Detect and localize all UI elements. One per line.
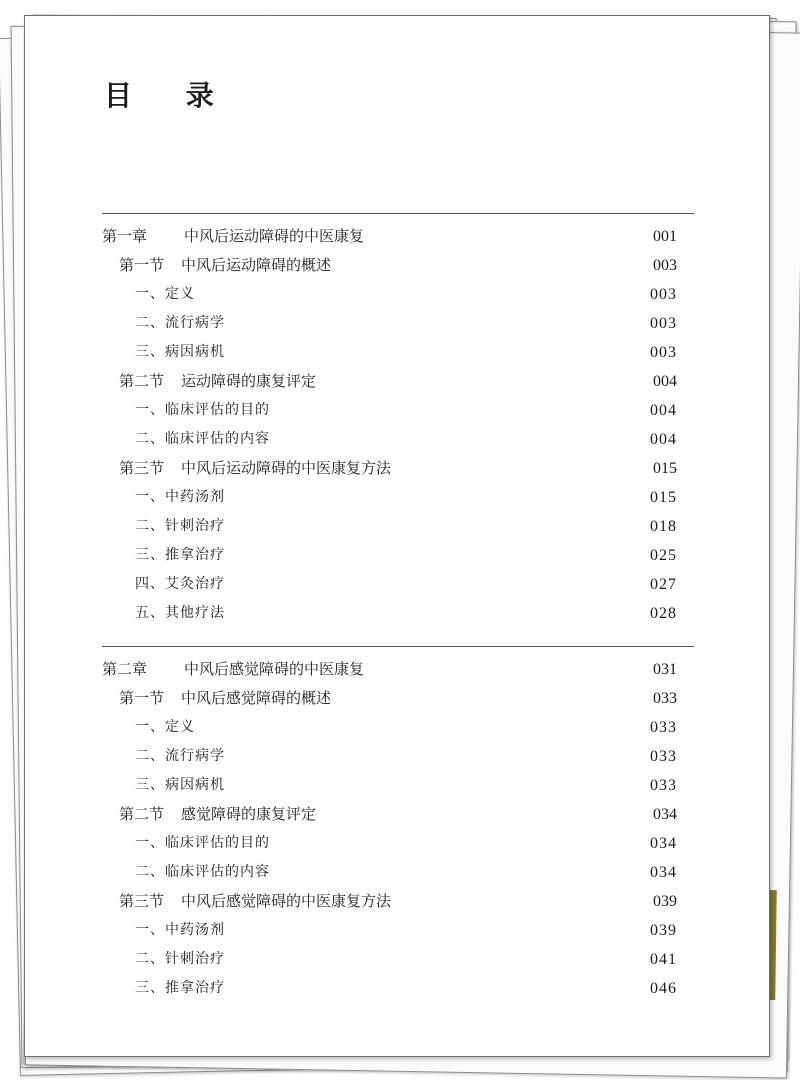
- page-number: 031: [653, 661, 677, 678]
- toc-item-row[interactable]: [102, 512, 694, 541]
- page-number: 034: [650, 864, 677, 881]
- chapter-number: 第二章: [102, 661, 148, 678]
- toc-item-row[interactable]: [102, 280, 694, 309]
- page-number: 003: [650, 315, 677, 332]
- toc-item-row[interactable]: [102, 338, 694, 367]
- page-number: 004: [650, 431, 677, 448]
- toc-item-row[interactable]: [102, 425, 694, 454]
- toc-section-row[interactable]: [102, 367, 694, 396]
- section-number: 第三节: [119, 893, 165, 910]
- page-number: 028: [650, 605, 677, 622]
- chapter-divider: [102, 213, 694, 214]
- page-number: 039: [653, 893, 677, 910]
- item-title: 二、流行病学: [135, 748, 225, 764]
- table-of-contents: [102, 213, 694, 1021]
- page-number: 033: [650, 748, 677, 765]
- page-number: 033: [650, 719, 677, 736]
- page-number: 025: [650, 547, 677, 564]
- page-number: 003: [653, 257, 677, 274]
- section-number: 第一节: [119, 257, 165, 274]
- toc-item-row[interactable]: [102, 974, 694, 1003]
- toc-item-row[interactable]: [102, 309, 694, 338]
- section-title: 感觉障碍的康复评定: [181, 806, 317, 823]
- page-number: 034: [653, 806, 677, 823]
- item-title: 一、定义: [135, 286, 195, 302]
- toc-item-row[interactable]: [102, 945, 694, 974]
- toc-item-row[interactable]: [102, 570, 694, 599]
- item-title: 三、病因病机: [135, 777, 225, 793]
- toc-item-row[interactable]: [102, 713, 694, 742]
- page-number: 033: [653, 690, 677, 707]
- item-title: 一、定义: [135, 719, 195, 735]
- page-number: 033: [650, 777, 677, 794]
- toc-page: [24, 15, 770, 1057]
- page-number: 034: [650, 835, 677, 852]
- chapter-number: 第一章: [102, 228, 148, 245]
- toc-section-row[interactable]: [102, 251, 694, 280]
- item-title: 五、其他疗法: [135, 605, 225, 621]
- section-title: 中风后运动障碍的中医康复方法: [181, 460, 392, 477]
- item-title: 二、针刺治疗: [135, 518, 225, 534]
- toc-item-row[interactable]: [102, 858, 694, 887]
- chapter-title: 中风后感觉障碍的中医康复: [184, 661, 365, 678]
- section-number: 第二节: [119, 806, 165, 823]
- section-title: 中风后感觉障碍的中医康复方法: [181, 893, 392, 910]
- toc-section-row[interactable]: [102, 887, 694, 916]
- toc-chapter-row[interactable]: [102, 655, 694, 684]
- page-number: 046: [650, 980, 677, 997]
- item-title: 三、推拿治疗: [135, 980, 225, 996]
- toc-item-row[interactable]: [102, 541, 694, 570]
- page-number: 004: [650, 402, 677, 419]
- item-title: 二、临床评估的内容: [135, 431, 270, 447]
- page-number: 001: [653, 228, 677, 245]
- item-title: 二、针刺治疗: [135, 951, 225, 967]
- section-number: 第一节: [119, 690, 165, 707]
- toc-item-row[interactable]: [102, 599, 694, 628]
- item-title: 一、中药汤剂: [135, 489, 225, 505]
- item-title: 三、推拿治疗: [135, 547, 225, 563]
- item-title: 一、中药汤剂: [135, 922, 225, 938]
- page-number: 003: [650, 286, 677, 303]
- section-number: 第二节: [119, 373, 165, 390]
- toc-item-row[interactable]: [102, 916, 694, 945]
- item-title: 二、流行病学: [135, 315, 225, 331]
- toc-item-row[interactable]: [102, 829, 694, 858]
- item-title: 二、临床评估的内容: [135, 864, 270, 880]
- chapter-divider: [102, 646, 694, 647]
- toc-item-row[interactable]: [102, 483, 694, 512]
- page-number: 041: [650, 951, 677, 968]
- chapter-block: [102, 646, 694, 1003]
- page-number: 003: [650, 344, 677, 361]
- page-number: 027: [650, 576, 677, 593]
- chapter-block: [102, 213, 694, 628]
- toc-section-row[interactable]: [102, 684, 694, 713]
- page-number: 015: [650, 489, 677, 506]
- toc-section-row[interactable]: [102, 454, 694, 483]
- toc-item-row[interactable]: [102, 771, 694, 800]
- page-number: 015: [653, 460, 677, 477]
- item-title: 四、艾灸治疗: [135, 576, 225, 592]
- section-title: 中风后运动障碍的概述: [181, 257, 332, 274]
- page-number: 004: [653, 373, 677, 390]
- chapter-title: 中风后运动障碍的中医康复: [184, 228, 365, 245]
- page-title: 目 录: [104, 79, 236, 112]
- item-title: 三、病因病机: [135, 344, 225, 360]
- page-number: 018: [650, 518, 677, 535]
- toc-item-row[interactable]: [102, 396, 694, 425]
- item-title: 一、临床评估的目的: [135, 402, 270, 418]
- item-title: 一、临床评估的目的: [135, 835, 270, 851]
- toc-item-row[interactable]: [102, 742, 694, 771]
- toc-chapter-row[interactable]: [102, 222, 694, 251]
- section-number: 第三节: [119, 460, 165, 477]
- page-number: 039: [650, 922, 677, 939]
- section-title: 中风后感觉障碍的概述: [181, 690, 332, 707]
- section-title: 运动障碍的康复评定: [181, 373, 317, 390]
- toc-section-row[interactable]: [102, 800, 694, 829]
